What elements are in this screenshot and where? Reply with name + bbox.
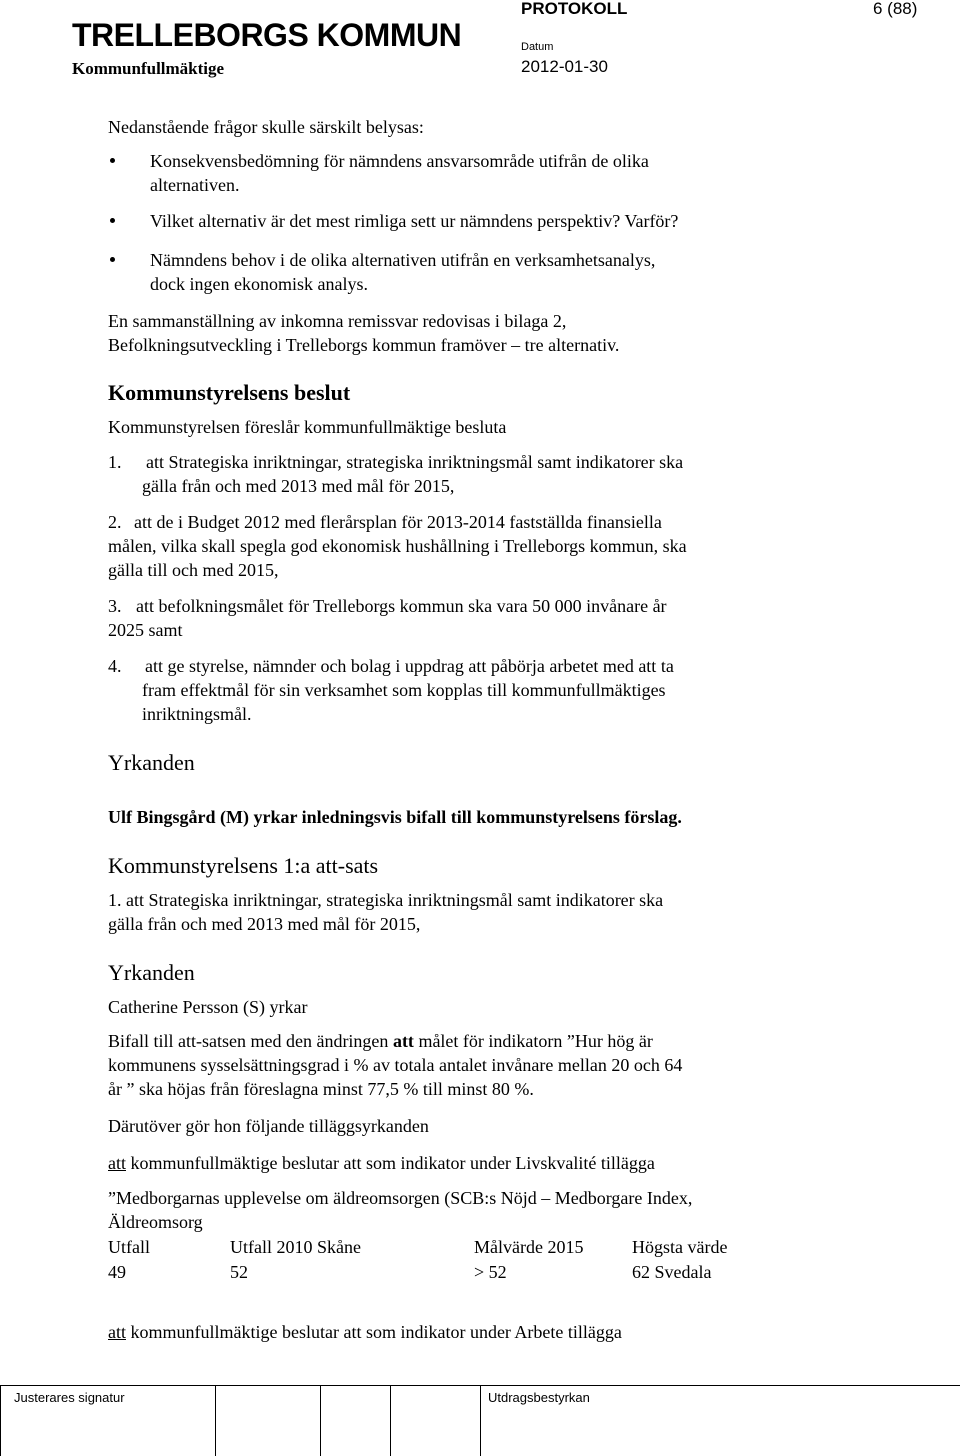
bullet-icon xyxy=(110,218,115,223)
intro-text: Nedanstående frågor skulle särskilt belysas: xyxy=(108,117,424,137)
date-label: Datum xyxy=(521,41,554,53)
signature-box-divider-2 xyxy=(320,1385,321,1456)
item-4-line-1: att ge styrelse, nämnder och bolag i uppdrag att påbörja arbetet med att ta xyxy=(145,656,674,676)
att-sats-line-2: gälla från och med 2013 med mål för 2015, xyxy=(108,914,421,934)
quote-line-2: Äldreomsorg xyxy=(108,1212,203,1232)
page-number: 6 (88) xyxy=(873,0,918,18)
item-1-number: 1. xyxy=(108,452,122,472)
item-2-number: 2. xyxy=(108,512,122,532)
table-header-utfall-2010: Utfall 2010 Skåne xyxy=(230,1237,361,1257)
bullet-1-line-2: alternativen. xyxy=(150,175,240,195)
item-3-line-2: 2025 samt xyxy=(108,620,183,640)
att-sats-line-1: 1. att Strategiska inriktningar, strategiska inriktningsmål samt indikatorer ska xyxy=(108,890,664,910)
table-header-utfall: Utfall xyxy=(108,1237,150,1257)
yrkanden-heading: Yrkanden xyxy=(108,750,195,775)
signature-box-left xyxy=(0,1385,1,1456)
item-3-line-1: att befolkningsmålet för Trelleborgs kommun ska vara 50 000 invånare år xyxy=(136,596,667,616)
table-cell-malvarde: > 52 xyxy=(474,1262,507,1282)
signature-box-divider-3 xyxy=(390,1385,391,1456)
summary-line-1: En sammanställning av inkomna remissvar redovisas i bilaga 2, xyxy=(108,311,567,331)
yrkanden-ulf: Ulf Bingsgård (M) yrkar inledningsvis bifall till kommunstyrelsens förslag. xyxy=(108,807,682,827)
add-1-att: att xyxy=(108,1153,126,1173)
item-4-number: 4. xyxy=(108,656,122,676)
proposer-line: Catherine Persson (S) yrkar xyxy=(108,997,308,1017)
bullet-icon xyxy=(110,158,115,163)
item-2-line-2: målen, vilka skall spegla god ekonomisk hushållning i Trelleborgs kommun, ska xyxy=(108,536,687,556)
doc-type: PROTOKOLL xyxy=(521,0,628,18)
item-1-line-1: att Strategiska inriktningar, strategiska inriktningsmål samt indikatorer ska xyxy=(146,452,684,472)
table-cell-hogsta: 62 Svedala xyxy=(632,1262,712,1282)
ks-beslut-lead: Kommunstyrelsen föreslår kommunfullmäktige besluta xyxy=(108,417,507,437)
add-2-att: att xyxy=(108,1322,126,1342)
bullet-1-line-1: Konsekvensbedömning för nämndens ansvarsområde utifrån de olika xyxy=(150,151,649,171)
add-1-line xyxy=(108,1151,655,1175)
bifall-line-1 xyxy=(108,1029,653,1053)
bifall-line-2: kommunens sysselsättningsgrad i % av totala antalet invånare mellan 20 och 64 xyxy=(108,1055,683,1075)
table-header-malvarde: Målvärde 2015 xyxy=(474,1237,584,1257)
additional-text: Därutöver gör hon följande tilläggsyrkanden xyxy=(108,1116,429,1136)
quote-line-1: ”Medborgarnas upplevelse om äldreomsorgen (SCB:s Nöjd – Medborgare Index, xyxy=(108,1188,693,1208)
item-4-line-3: inriktningsmål. xyxy=(142,704,252,724)
item-2-line-3: gälla till och med 2015, xyxy=(108,560,279,580)
bullet-2-line-1: Vilket alternativ är det mest rimliga sett ur nämndens perspektiv? Varför? xyxy=(150,211,679,231)
ks-beslut-heading: Kommunstyrelsens beslut xyxy=(108,380,351,405)
bifall-post: målet för indikatorn ”Hur hög är xyxy=(413,1031,653,1051)
extract-label: Utdragsbestyrkan xyxy=(488,1390,590,1405)
add-2-line xyxy=(108,1320,622,1344)
body-name: Kommunfullmäktige xyxy=(72,59,225,78)
summary-line-2: Befolkningsutveckling i Trelleborgs kommun framöver – tre alternativ. xyxy=(108,335,620,355)
add-2-rest: kommunfullmäktige beslutar att som indikator under Arbete tillägga xyxy=(126,1322,622,1342)
table-cell-utfall-2010: 52 xyxy=(230,1262,248,1282)
att-sats-heading: Kommunstyrelsens 1:a att-sats xyxy=(108,853,379,878)
org-name: TRELLEBORGS KOMMUN xyxy=(72,17,462,53)
bifall-line-3: år ” ska höjas från föreslagna minst 77,5 % till minst 80 %. xyxy=(108,1079,534,1099)
bifall-pre: Bifall till att-satsen med den ändringen xyxy=(108,1031,393,1051)
yrkanden-heading-2: Yrkanden xyxy=(108,960,195,985)
add-1-rest: kommunfullmäktige beslutar att som indikator under Livskvalité tillägga xyxy=(126,1153,655,1173)
bifall-att: att xyxy=(392,1031,414,1051)
signature-label: Justerares signatur xyxy=(14,1390,125,1405)
bullet-icon xyxy=(110,257,115,262)
item-1-line-2: gälla från och med 2013 med mål för 2015, xyxy=(142,476,455,496)
signature-box-divider-4 xyxy=(480,1385,481,1456)
bullet-3-line-2: dock ingen ekonomisk analys. xyxy=(150,274,368,294)
table-cell-utfall: 49 xyxy=(108,1262,126,1282)
item-3-number: 3. xyxy=(108,596,122,616)
table-header-hogsta: Högsta värde xyxy=(632,1237,728,1257)
date-value: 2012-01-30 xyxy=(521,57,608,76)
bullet-3-line-1: Nämndens behov i de olika alternativen utifrån en verksamhetsanalys, xyxy=(150,250,656,270)
item-4-line-2: fram effektmål för sin verksamhet som kopplas till kommunfullmäktiges xyxy=(142,680,666,700)
item-2-line-1: att de i Budget 2012 med flerårsplan för 2013-2014 fastställda finansiella xyxy=(134,512,662,532)
signature-box-divider-1 xyxy=(215,1385,216,1456)
